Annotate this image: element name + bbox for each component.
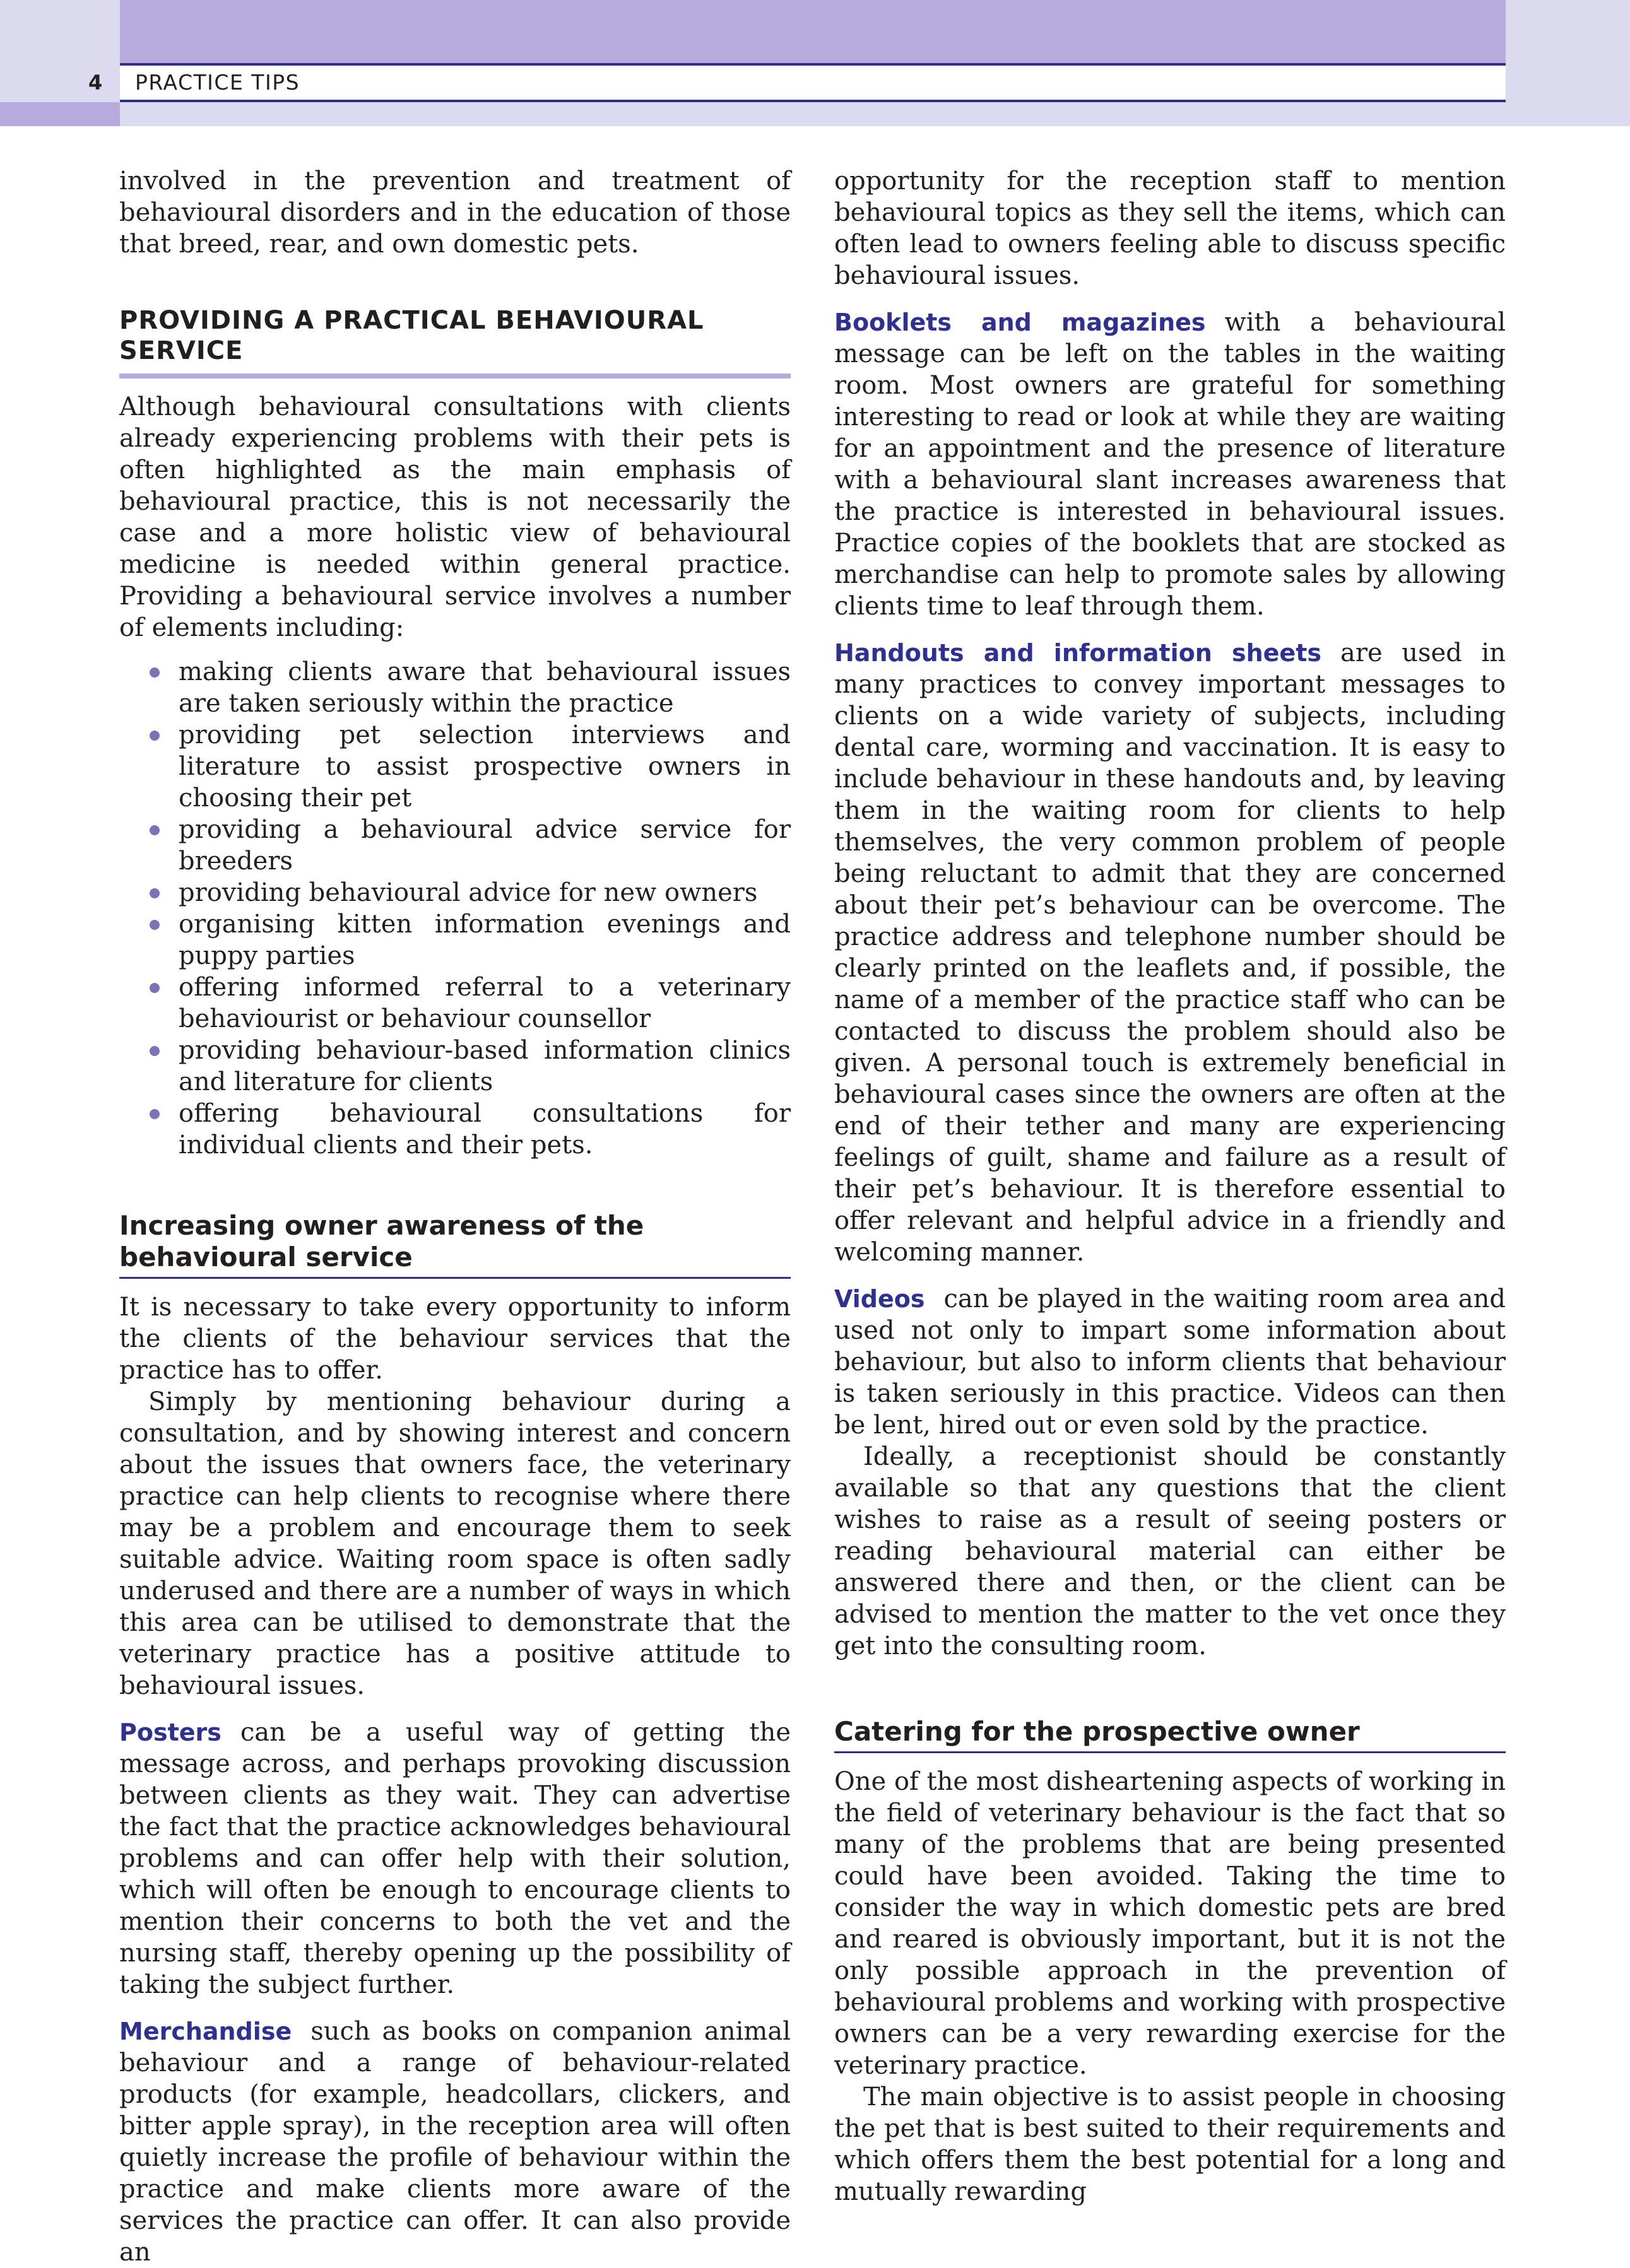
list-item: providing a behavioural advice service for breeders (119, 814, 791, 877)
subheading-owner-awareness: Increasing owner awareness of the behavioural service (119, 1210, 791, 1279)
bullet-icon (150, 731, 160, 741)
header-title-strip (120, 66, 1506, 100)
running-head: PRACTICE TIPS (135, 70, 300, 95)
list-item: making clients aware that behavioural issues are taken seriously within the practice (119, 656, 791, 719)
list-item: providing behavioural advice for new owners (119, 877, 791, 908)
posters-paragraph: Posters can be a useful way of getting the message across, and perhaps provoking discussion between clients as they wait. They can advertise the fact that the practice acknowledges behavioural problems and can offer help with their solution, which will often be enough to encourage clients to mention their concerns to both the vet and the nursing staff, thereby opening up the possibility of taking the subject further. (119, 1718, 791, 1999)
handouts-run-in-heading: Handouts and information sheets (834, 639, 1321, 667)
list-item: offering informed referral to a veterinary behaviourist or behaviour counsellor (119, 972, 791, 1035)
bullet-icon (150, 825, 160, 835)
posters-run-in-heading: Posters (119, 1719, 221, 1746)
header-corner-tab (0, 102, 120, 126)
bullet-icon (150, 1046, 160, 1056)
continuation-paragraph: opportunity for the reception staff to mention behavioural topics as they sell the items, which can often lead to owners feeling able to discuss specific behavioural issues. (834, 167, 1506, 290)
bullet-icon (150, 1109, 160, 1119)
bullet-icon (150, 920, 160, 930)
list-item: providing behaviour-based information clinics and literature for clients (119, 1035, 791, 1098)
bullet-icon (150, 983, 160, 993)
list-item: organising kitten information evenings and puppy parties (119, 908, 791, 972)
left-column (119, 165, 791, 2268)
awareness-paragraph-1: It is necessary to take every opportunity to inform the clients of the behaviour services that the practice has to offer. (119, 1293, 791, 1385)
list-item: providing pet selection interviews and literature to assist prospective owners in choosing their pet (119, 719, 791, 814)
merchandise-run-in-heading: Merchandise (119, 2018, 292, 2045)
booklets-paragraph: Booklets and magazines with a behavioural message can be left on the tables in the waiting room. Most owners are grateful for something interesting to read or look at while they are waiting for an appointment and the presence of literature with a behavioural slant increases awareness that the practice is interested in behavioural issues. Practice copies of the booklets that are stocked as merchandise can help to promote sales by allowing clients time to leaf through them. (834, 308, 1506, 621)
bullet-icon (150, 667, 160, 678)
videos-run-in-heading: Videos (834, 1285, 925, 1313)
receptionist-paragraph: Ideally, a receptionist should be constantly available so that any questions that the client wishes to raise as a result of seeing posters or reading behavioural material can either be answered there and then, or the client can be advised to mention the matter to the vet once they get into the consulting room. (834, 1442, 1506, 1660)
prospective-paragraph-2: The main objective is to assist people in choosing the pet that is best suited to their requirements and which offers them the best potential for a long and mutually rewarding (834, 2083, 1506, 2206)
service-elements-list (119, 656, 791, 1161)
merchandise-paragraph: Merchandise such as books on companion animal behaviour and a range of behaviour-related products (for example, headcollars, clickers, and bitter apple spray), in the reception area will often quietly increase the profile of behaviour within the practice and make clients more aware of the services the practice can offer. It can also provide an (119, 2017, 791, 2267)
header-rule-bottom (120, 100, 1506, 102)
prospective-paragraph-1: One of the most disheartening aspects of working in the field of veterinary behaviour is the fact that so many of the problems that are being presented could have been avoided. Taking the time to consider the way in which domestic pets are bred and reared is obviously important, but it is not the only possible approach in the prevention of behavioural problems and working with prospective owners can be a very rewarding exercise for the veterinary practice. (834, 1767, 1506, 2080)
subheading-prospective-owner: Catering for the prospective owner (834, 1716, 1506, 1753)
list-item: offering behavioural consultations for individual clients and their pets. (119, 1098, 791, 1161)
intro-paragraph: involved in the prevention and treatment of behavioural disorders and in the education of those that breed, rear, and own domestic pets. (119, 167, 791, 259)
bullet-icon (150, 888, 160, 898)
videos-paragraph: Videos can be played in the waiting room area and used not only to impart some information about behaviour, but also to inform clients that behaviour is taken seriously in this practice. Videos can then be lent, hired out or even sold by the practice. (834, 1284, 1506, 1440)
handouts-paragraph: Handouts and information sheets are used in many practices to convey important messages to clients on a wide variety of subjects, including dental care, worming and vaccination. It is easy to include behaviour in these handouts and, by leaving them in the waiting room for clients to help themselves, the very common problem of people being reluctant to admit that they are concerned about their pet’s behaviour can be overcome. The practice address and telephone number should be clearly printed on the leaflets and, if possible, the name of a member of the practice staff who can be contacted to discuss the problem should also be given. A personal touch is extremely beneficial in behavioural cases since the owners are often at the end of their tether and many are experiencing feelings of guilt, shame and failure as a result of their pet’s behaviour. It is therefore essential to offer relevant and helpful advice in a friendly and welcoming manner. (834, 638, 1506, 1267)
page-number: 4 (88, 71, 103, 95)
awareness-paragraph-2: Simply by mentioning behaviour during a consultation, and by showing interest and concern about the issues that owners face, the veterinary practice can help clients to recognise where there may be a problem and encourage them to seek suitable advice. Waiting room space is often sadly underused and there are a number of ways in which this area can be utilised to demonstrate that the veterinary practice has a positive attitude to behavioural issues. (119, 1387, 791, 1700)
header-band-accent (120, 0, 1506, 63)
right-column (834, 165, 1506, 2207)
section-paragraph: Although behavioural consultations with clients already experiencing problems with their pets is often highlighted as the main emphasis of behavioural practice, this is not necessarily the case and a more holistic view of behavioural medicine is needed within general practice. Providing a behavioural service involves a number of elements including: (119, 392, 791, 642)
booklets-run-in-heading: Booklets and magazines (834, 308, 1206, 336)
section-heading: PROVIDING A PRACTICAL BEHAVIOURAL SERVICE (119, 305, 791, 379)
